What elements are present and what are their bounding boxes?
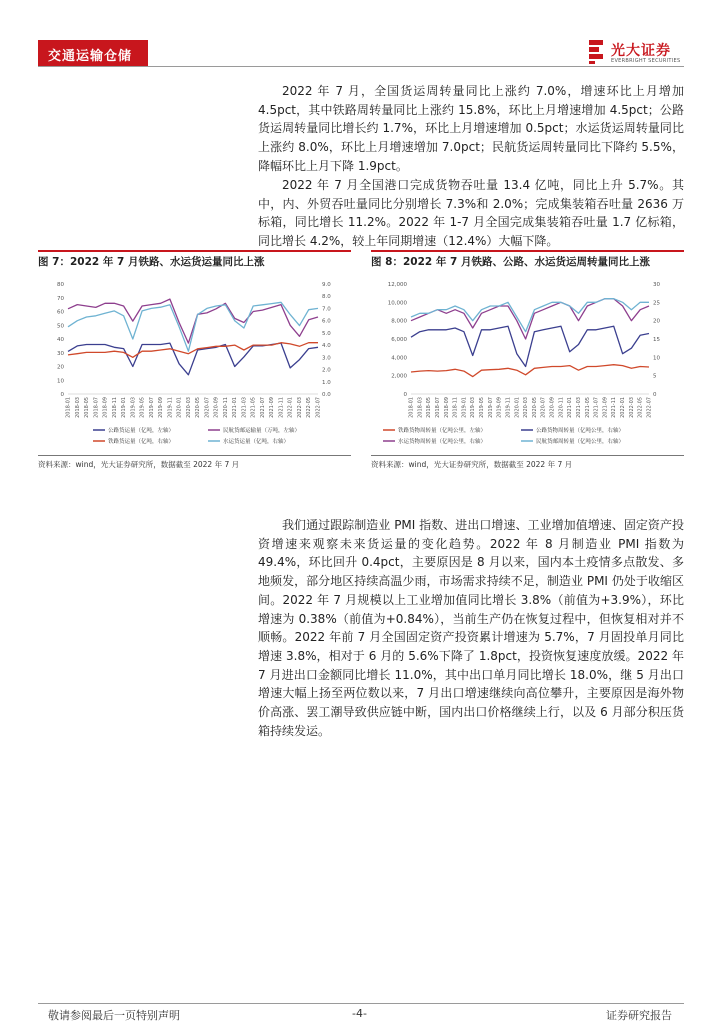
x-tick-label: 2021-01 [232, 397, 239, 418]
x-tick-label: 2020-09 [549, 397, 556, 418]
x-tick-label: 2018-11 [111, 397, 118, 418]
x-tick-label: 2018-03 [417, 397, 424, 418]
x-tick-label: 2019-07 [487, 397, 494, 418]
figure-7-source: 资料来源：wind，光大证券研究所，数据截至 2022 年 7 月 [38, 460, 240, 469]
x-tick-label: 2022-07 [646, 397, 653, 418]
x-tick-label: 2022-01 [287, 397, 294, 418]
x-tick-label: 2019-11 [505, 397, 512, 418]
x-tick-label: 2018-07 [93, 397, 100, 418]
y-left-tick-label: 10,000 [387, 300, 407, 307]
y-right-tick-label: 7.0 [322, 306, 331, 313]
x-tick-label: 2019-05 [139, 397, 146, 418]
y-left-tick-label: 4,000 [391, 355, 407, 362]
figure-8-rule-bottom [371, 455, 684, 456]
x-tick-label: 2021-07 [259, 397, 266, 418]
figure-7-chart [38, 272, 351, 452]
legend-label-0: 公路货运量（亿吨，左轴） [108, 428, 175, 434]
y-left-tick-label: 0 [60, 392, 64, 398]
legend-label-2: 水运货物周转量（亿吨公里，右轴） [398, 439, 487, 445]
x-tick-label: 2020-01 [514, 397, 521, 418]
page-number: -4- [352, 1007, 367, 1020]
y-left-tick-label: 0 [403, 392, 407, 398]
x-tick-label: 2019-07 [148, 397, 155, 418]
y-right-tick-label: 8.0 [322, 294, 331, 301]
legend-label-0: 铁路货物周转量（亿吨公里，左轴） [398, 428, 487, 434]
section-title: 交通运输仓储 [48, 49, 133, 64]
y-left-tick-label: 60 [57, 309, 64, 316]
y-right-tick-label: 5.0 [322, 330, 331, 337]
series-line-1 [411, 326, 649, 366]
figure-8-chart [371, 272, 684, 452]
logo-mark-icon [587, 39, 607, 65]
x-tick-label: 2018-09 [102, 397, 109, 418]
y-right-tick-label: 5 [653, 373, 657, 380]
x-tick-label: 2020-07 [204, 397, 211, 418]
y-left-tick-label: 50 [57, 323, 64, 330]
y-left-tick-label: 70 [57, 295, 64, 302]
x-tick-label: 2021-03 [241, 397, 248, 418]
y-right-tick-label: 0.0 [322, 392, 331, 398]
x-tick-label: 2022-07 [315, 397, 322, 418]
x-tick-label: 2019-05 [479, 397, 486, 418]
x-tick-label: 2019-09 [158, 397, 165, 418]
y-left-tick-label: 2,000 [391, 373, 407, 380]
x-tick-label: 2020-05 [531, 397, 538, 418]
y-right-tick-label: 25 [653, 300, 660, 307]
y-right-tick-label: 4.0 [322, 343, 331, 350]
y-left-tick-label: 80 [57, 282, 64, 288]
x-tick-label: 2018-05 [84, 397, 91, 418]
x-tick-label: 2021-05 [584, 397, 591, 418]
x-tick-label: 2019-03 [470, 397, 477, 418]
x-tick-label: 2022-03 [628, 397, 635, 418]
y-right-tick-label: 30 [653, 282, 660, 288]
x-tick-label: 2022-05 [637, 397, 644, 418]
legend-label-3: 水运货运量（亿吨，右轴） [223, 439, 290, 445]
x-tick-label: 2021-01 [567, 397, 574, 418]
paragraph-freight-turnover: 2022 年 7 月，全国货运周转量同比上涨约 7.0%，增速环比上月增加 4.5pct，其中铁路周转量同比上涨约 15.8%，环比上月增速增加 4.5pct；公路货运周转量同比增长约 1.7%，环比上月增速增加 0.5pct；水运货运周转量同比上涨约 8.0%，环比上月增速增加 7.0pct；民航货运周转量同比下降约 5.5%，降幅环比上月下降 1.9pct。 [258, 84, 684, 173]
x-tick-label: 2020-03 [185, 397, 192, 418]
y-left-tick-label: 20 [57, 364, 64, 371]
y-right-tick-label: 15 [653, 337, 660, 343]
logo-name-en: EVERBRIGHT SECURITIES [611, 58, 681, 64]
x-tick-label: 2020-11 [558, 397, 565, 418]
x-tick-label: 2020-07 [540, 397, 547, 418]
x-tick-label: 2019-09 [496, 397, 503, 418]
x-tick-label: 2019-03 [130, 397, 137, 418]
x-tick-label: 2020-03 [523, 397, 530, 418]
legend-label-3: 民航货邮周转量（亿吨公里，右轴） [536, 439, 625, 445]
figure-7-rule-top [38, 250, 351, 252]
y-left-tick-label: 12,000 [387, 282, 407, 288]
x-tick-label: 2018-09 [443, 397, 450, 418]
x-tick-label: 2020-09 [213, 397, 220, 418]
x-tick-label: 2018-01 [65, 397, 72, 418]
y-left-tick-label: 10 [57, 378, 64, 385]
x-tick-label: 2021-11 [278, 397, 285, 418]
y-right-tick-label: 2.0 [322, 367, 331, 374]
x-tick-label: 2021-07 [593, 397, 600, 418]
y-right-tick-label: 1.0 [322, 379, 331, 386]
x-tick-label: 2018-03 [74, 397, 81, 418]
y-right-tick-label: 3.0 [322, 355, 331, 362]
legend-label-1: 公路货物周转量（亿吨公里，右轴） [536, 428, 625, 434]
x-tick-label: 2020-11 [222, 397, 229, 418]
figure-7-title: 图 7：2022 年 7 月铁路、水运货运量同比上涨 [38, 256, 265, 268]
series-line-1 [68, 299, 318, 343]
y-left-tick-label: 8,000 [391, 318, 407, 325]
y-right-tick-label: 0 [653, 392, 657, 398]
paragraph-macro-indicators: 我们通过跟踪制造业 PMI 指数、进出口增速、工业增加值增速、固定资产投资增速来观察未来货运量的变化趋势。2022 年 8 月制造业 PMI 指数为 49.4%，环比回升 0.4pct，主要原因是 8 月以来，国内本土疫情多点散发、多地频发，部分地区持续高温少雨，市场需求持续不足，制造业 PMI 仍处于收缩区间。2022 年 7 月规模以上工业增加值同比增长 3.8%（前值为+3.9%），环比增速为 0.38%（前值为+0.84%），当前生产仍在恢复过程中，但恢复相对并不顺畅。2022 年前 7 月全国固定资产投资累计增速为 5.7%，7 月固投单月同比增速 3.8%，相对于 6 月的 5.6%下降了 1.8pct，投资恢复速度放缓。2022 年 7 月进出口金额同比增长 11.0%，其中出口单月同比增长 18.0%，继 5 月出口增速大幅上扬至两位数以来，7 月出口增速继续向高位攀升，主要原因是海外物价高涨、罢工潮导致供应链中断，国内出口价格继续上行，以及 6 月部分积压货箱持续发运。 [258, 518, 684, 738]
y-right-tick-label: 9.0 [322, 282, 331, 288]
x-tick-label: 2022-05 [306, 397, 313, 418]
footer-disclaimer: 敬请参阅最后一页特别声明 [48, 1009, 180, 1022]
figure-8-source: 资料来源：wind，光大证券研究所，数据截至 2022 年 7 月 [371, 460, 573, 469]
series-line-0 [68, 343, 318, 375]
x-tick-label: 2022-01 [620, 397, 627, 418]
x-tick-label: 2021-11 [611, 397, 618, 418]
x-tick-label: 2018-11 [452, 397, 459, 418]
x-tick-label: 2018-05 [426, 397, 433, 418]
y-left-tick-label: 6,000 [391, 337, 407, 343]
x-tick-label: 2018-01 [408, 397, 415, 418]
x-tick-label: 2022-03 [296, 397, 303, 418]
x-tick-label: 2019-11 [167, 397, 174, 418]
x-tick-label: 2018-07 [434, 397, 441, 418]
logo-name: 光大证券 [611, 43, 671, 59]
company-logo [587, 39, 687, 67]
x-tick-label: 2021-05 [250, 397, 257, 418]
x-tick-label: 2019-01 [461, 397, 468, 418]
series-line-0 [411, 365, 649, 377]
legend-label-1: 民航货邮运输量（万吨，左轴） [223, 428, 301, 434]
x-tick-label: 2020-05 [195, 397, 202, 418]
figure-7-rule-bottom [38, 455, 351, 456]
series-line-2 [411, 299, 649, 339]
legend-label-2: 铁路货运量（亿吨，右轴） [108, 439, 175, 445]
x-tick-label: 2021-09 [602, 397, 609, 418]
y-right-tick-label: 6.0 [322, 318, 331, 325]
footer-rule [38, 1003, 684, 1004]
y-left-tick-label: 30 [57, 350, 64, 357]
x-tick-label: 2020-01 [176, 397, 183, 418]
y-right-tick-label: 10 [653, 355, 660, 362]
footer-report-type: 证券研究报告 [606, 1009, 672, 1022]
y-left-tick-label: 40 [57, 337, 64, 343]
x-tick-label: 2019-01 [121, 397, 128, 418]
figure-8-rule-top [371, 250, 684, 252]
paragraph-port-throughput: 2022 年 7 月全国港口完成货物吞吐量 13.4 亿吨，同比上升 5.7%。其中，内、外贸吞吐量同比分别增长 7.3%和 2.0%；完成集装箱吞吐量 2636 万标箱，同比增长 11.2%。2022 年 1-7 月全国完成集装箱吞吐量 1.7 亿标箱，同比增长 4.2%，较上年同期增速（12.4%）大幅下降。 [258, 178, 684, 249]
figure-8-title: 图 8：2022 年 7 月铁路、公路、水运货运周转量同比上涨 [371, 256, 650, 268]
y-right-tick-label: 20 [653, 318, 660, 325]
x-tick-label: 2021-03 [575, 397, 582, 418]
x-tick-label: 2021-09 [269, 397, 276, 418]
